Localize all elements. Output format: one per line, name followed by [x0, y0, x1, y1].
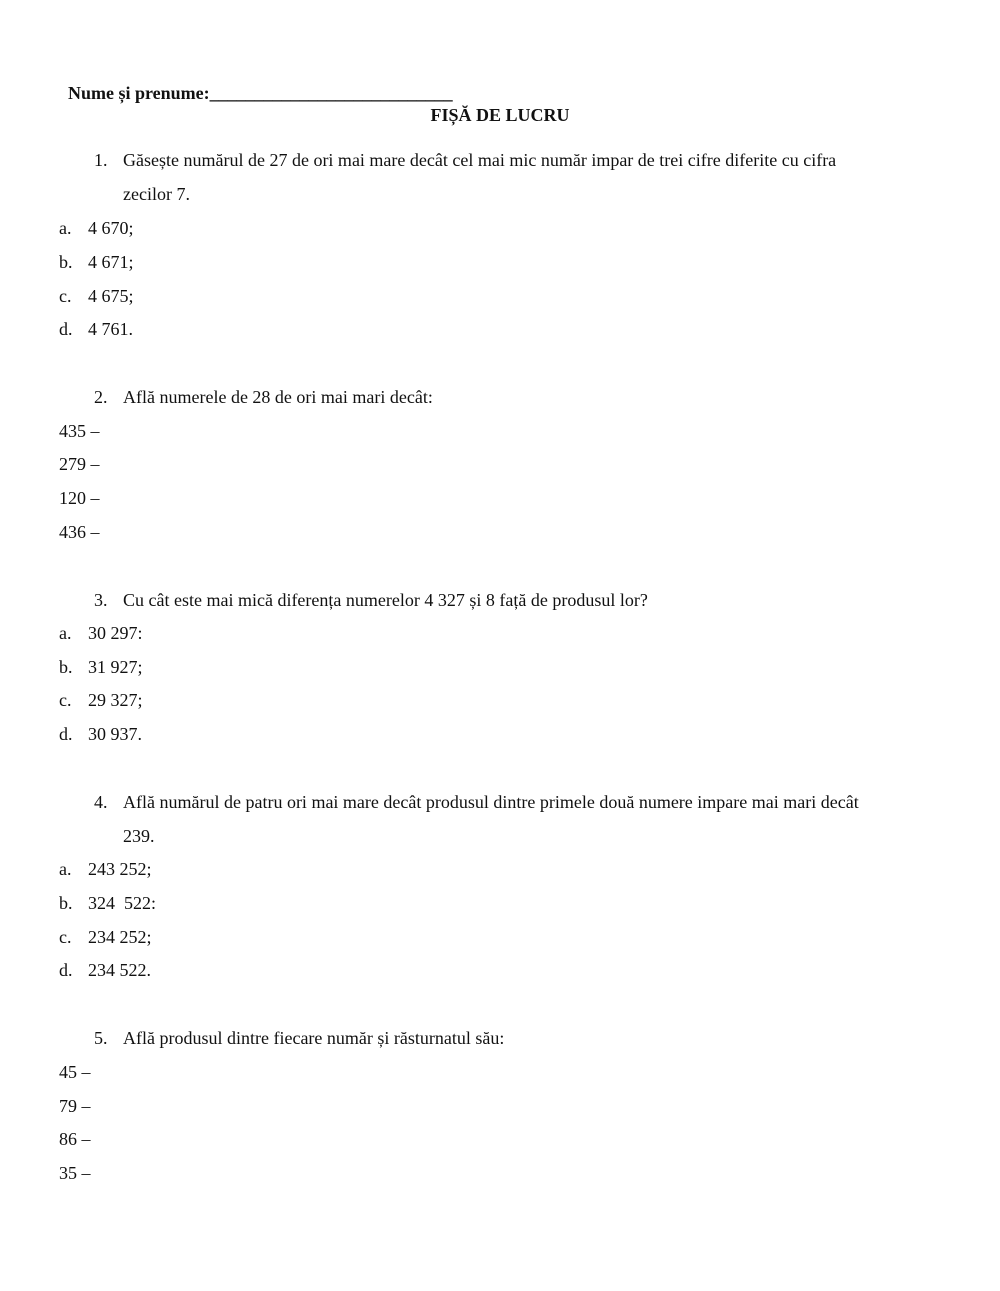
- option-value: 30 297:: [88, 623, 143, 643]
- question-text-cont: 239.: [123, 826, 155, 846]
- option-value: 234 252;: [88, 927, 152, 947]
- question-number: 5.: [94, 1028, 108, 1048]
- option-letter: b.: [59, 252, 73, 272]
- option-value: 4 761.: [88, 319, 133, 339]
- calc-item: 86 –: [59, 1129, 91, 1149]
- option-letter: c.: [59, 690, 72, 710]
- calc-item: 279 –: [59, 454, 100, 474]
- option-value: 243 252;: [88, 859, 152, 879]
- option-value: 234 522.: [88, 960, 151, 980]
- option-letter: d.: [59, 319, 73, 339]
- question-text: Află produsul dintre fiecare număr și răsturnatul său:: [123, 1028, 505, 1048]
- option-letter: a.: [59, 623, 72, 643]
- option-letter: d.: [59, 960, 73, 980]
- option-letter: b.: [59, 893, 73, 913]
- question-text: Găsește numărul de 27 de ori mai mare decât cel mai mic număr impar de trei cifre diferite cu cifra: [123, 150, 837, 170]
- option-letter: c.: [59, 927, 72, 947]
- option-value: 324 522:: [88, 893, 157, 913]
- calc-item: 35 –: [59, 1163, 91, 1183]
- question-number: 1.: [94, 150, 108, 170]
- option-letter: a.: [59, 218, 72, 238]
- option-value: 4 675;: [88, 286, 134, 306]
- option-value: 31 927;: [88, 657, 143, 677]
- calc-item: 436 –: [59, 522, 100, 542]
- option-letter: b.: [59, 657, 73, 677]
- question-text-cont: zecilor 7.: [123, 184, 190, 204]
- name-blank: ___________________________: [209, 83, 453, 103]
- question-number: 4.: [94, 792, 108, 812]
- option-value: 4 671;: [88, 252, 134, 272]
- page-title: FIȘĂ DE LUCRU: [430, 105, 570, 125]
- option-value: 4 670;: [88, 218, 134, 238]
- question-text: Află numerele de 28 de ori mai mari decât:: [123, 387, 433, 407]
- question-number: 3.: [94, 590, 108, 610]
- question-text: Cu cât este mai mică diferența numerelor 4 327 și 8 față de produsul lor?: [123, 590, 648, 610]
- question-number: 2.: [94, 387, 108, 407]
- calc-item: 435 –: [59, 421, 100, 441]
- calc-item: 45 –: [59, 1062, 91, 1082]
- option-letter: c.: [59, 286, 72, 306]
- name-field: [59, 60, 453, 104]
- calc-item: 120 –: [59, 488, 100, 508]
- name-label: Nume și prenume:: [68, 83, 210, 103]
- option-letter: a.: [59, 859, 72, 879]
- option-letter: d.: [59, 724, 73, 744]
- calc-item: 79 –: [59, 1096, 91, 1116]
- option-value: 29 327;: [88, 690, 143, 710]
- option-value: 30 937.: [88, 724, 142, 744]
- question-text: Află numărul de patru ori mai mare decât produsul dintre primele două numere impare mai mari decât: [123, 792, 859, 812]
